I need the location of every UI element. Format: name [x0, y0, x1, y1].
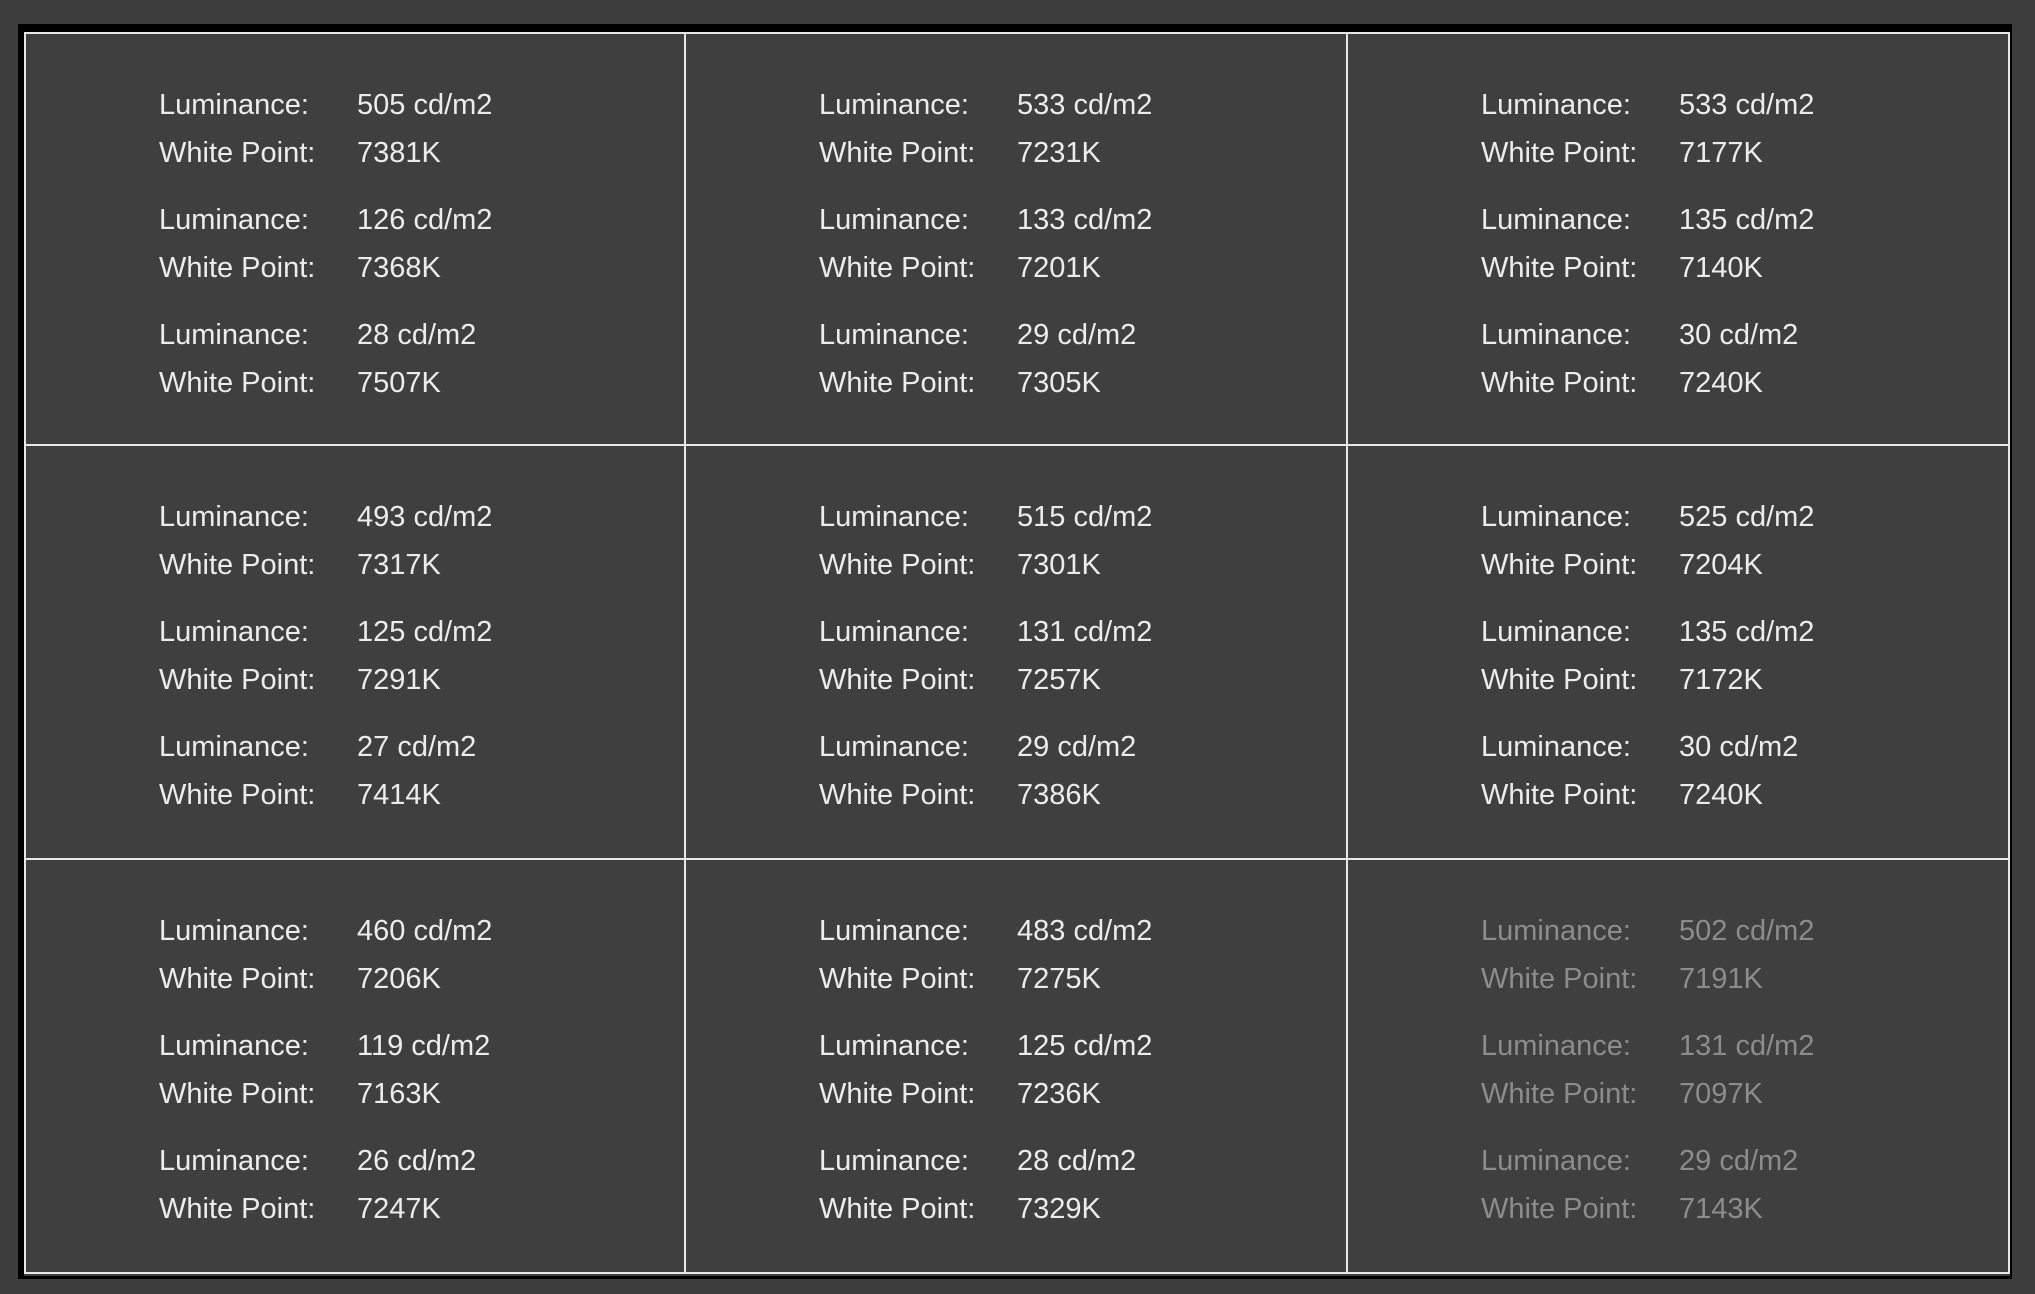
white-point-value: 7301K: [1017, 548, 1101, 581]
white-point-value: 7177K: [1679, 136, 1763, 169]
white-point-value: 7204K: [1679, 548, 1763, 581]
luminance-row: [1481, 724, 1814, 772]
white-point-label: White Point:: [819, 778, 976, 811]
white-point-row: [819, 130, 1152, 178]
luminance-value: 26 cd/m2: [357, 1145, 477, 1177]
luminance-label: Luminance:: [159, 915, 309, 947]
luminance-label: Luminance:: [159, 1030, 309, 1062]
measurement-cell: [686, 446, 1348, 860]
reading: [819, 82, 1152, 177]
reading: [1481, 312, 1814, 407]
luminance-label: Luminance:: [159, 204, 309, 236]
luminance-label: Luminance:: [819, 1145, 969, 1177]
luminance-row: [159, 197, 492, 245]
white-point-row: [159, 245, 492, 293]
white-point-row: [1481, 130, 1814, 178]
white-point-row: [159, 772, 492, 820]
white-point-label: White Point:: [1481, 962, 1638, 995]
reading: [159, 1138, 492, 1233]
luminance-row: [1481, 1138, 1814, 1186]
luminance-label: Luminance:: [819, 915, 969, 947]
luminance-label: Luminance:: [159, 319, 309, 351]
white-point-value: 7414K: [357, 778, 441, 811]
readings-group: [159, 908, 492, 1233]
white-point-label: White Point:: [159, 778, 316, 811]
luminance-value: 29 cd/m2: [1017, 731, 1137, 763]
white-point-row: [819, 542, 1152, 590]
reading: [819, 1138, 1152, 1233]
white-point-value: 7257K: [1017, 663, 1101, 696]
white-point-value: 7140K: [1679, 251, 1763, 284]
luminance-value: 515 cd/m2: [1017, 501, 1153, 533]
luminance-value: 502 cd/m2: [1679, 915, 1815, 947]
reading: [1481, 1023, 1814, 1118]
readings-group: [819, 494, 1152, 819]
luminance-value: 30 cd/m2: [1679, 319, 1799, 351]
white-point-row: [159, 956, 492, 1004]
white-point-row: [1481, 956, 1814, 1004]
white-point-value: 7329K: [1017, 1192, 1101, 1225]
reading: [819, 908, 1152, 1003]
luminance-row: [1481, 1023, 1814, 1071]
luminance-value: 27 cd/m2: [357, 731, 477, 763]
white-point-label: White Point:: [1481, 778, 1638, 811]
reading: [819, 312, 1152, 407]
luminance-row: [819, 312, 1152, 360]
white-point-value: 7191K: [1679, 962, 1763, 995]
white-point-row: [1481, 542, 1814, 590]
white-point-label: White Point:: [819, 136, 976, 169]
luminance-label: Luminance:: [819, 1030, 969, 1062]
luminance-label: Luminance:: [1481, 501, 1631, 533]
readings-group: [1481, 82, 1814, 407]
measurement-cell: [686, 32, 1348, 446]
luminance-row: [159, 494, 492, 542]
white-point-label: White Point:: [819, 962, 976, 995]
reading: [159, 312, 492, 407]
white-point-label: White Point:: [1481, 136, 1638, 169]
white-point-value: 7240K: [1679, 366, 1763, 399]
white-point-label: White Point:: [159, 251, 316, 284]
luminance-row: [819, 1023, 1152, 1071]
reading: [819, 609, 1152, 704]
luminance-row: [1481, 494, 1814, 542]
luminance-value: 131 cd/m2: [1679, 1030, 1815, 1062]
luminance-row: [159, 908, 492, 956]
reading: [159, 197, 492, 292]
luminance-row: [1481, 609, 1814, 657]
luminance-row: [819, 908, 1152, 956]
white-point-row: [819, 772, 1152, 820]
luminance-row: [159, 312, 492, 360]
white-point-label: White Point:: [159, 962, 316, 995]
white-point-label: White Point:: [1481, 663, 1638, 696]
reading: [1481, 82, 1814, 177]
readings-group: [819, 908, 1152, 1233]
luminance-row: [159, 1138, 492, 1186]
luminance-row: [819, 609, 1152, 657]
white-point-label: White Point:: [1481, 1192, 1638, 1225]
white-point-row: [819, 1071, 1152, 1119]
white-point-label: White Point:: [159, 548, 316, 581]
white-point-row: [159, 130, 492, 178]
reading: [819, 1023, 1152, 1118]
white-point-value: 7368K: [357, 251, 441, 284]
white-point-row: [819, 657, 1152, 705]
reading: [819, 197, 1152, 292]
luminance-label: Luminance:: [1481, 915, 1631, 947]
luminance-value: 29 cd/m2: [1017, 319, 1137, 351]
measurement-cell: [1348, 32, 2010, 446]
reading: [1481, 724, 1814, 819]
luminance-label: Luminance:: [819, 319, 969, 351]
luminance-value: 525 cd/m2: [1679, 501, 1815, 533]
white-point-value: 7317K: [357, 548, 441, 581]
white-point-row: [1481, 1186, 1814, 1234]
luminance-row: [819, 82, 1152, 130]
white-point-value: 7240K: [1679, 778, 1763, 811]
white-point-label: White Point:: [819, 366, 976, 399]
white-point-value: 7305K: [1017, 366, 1101, 399]
white-point-value: 7291K: [357, 663, 441, 696]
luminance-value: 133 cd/m2: [1017, 204, 1153, 236]
reading: [159, 908, 492, 1003]
luminance-value: 28 cd/m2: [1017, 1145, 1137, 1177]
luminance-value: 533 cd/m2: [1017, 89, 1153, 121]
luminance-label: Luminance:: [1481, 1030, 1631, 1062]
luminance-row: [1481, 82, 1814, 130]
readings-group: [159, 494, 492, 819]
luminance-value: 30 cd/m2: [1679, 731, 1799, 763]
white-point-label: White Point:: [159, 1192, 316, 1225]
white-point-row: [159, 1186, 492, 1234]
reading: [1481, 908, 1814, 1003]
white-point-value: 7143K: [1679, 1192, 1763, 1225]
white-point-label: White Point:: [819, 1077, 976, 1110]
luminance-value: 28 cd/m2: [357, 319, 477, 351]
luminance-row: [159, 724, 492, 772]
luminance-label: Luminance:: [159, 501, 309, 533]
white-point-row: [819, 956, 1152, 1004]
white-point-value: 7163K: [357, 1077, 441, 1110]
luminance-label: Luminance:: [159, 616, 309, 648]
white-point-value: 7201K: [1017, 251, 1101, 284]
luminance-label: Luminance:: [1481, 319, 1631, 351]
luminance-row: [159, 82, 492, 130]
luminance-label: Luminance:: [1481, 204, 1631, 236]
luminance-value: 460 cd/m2: [357, 915, 493, 947]
luminance-label: Luminance:: [1481, 1145, 1631, 1177]
white-point-row: [1481, 772, 1814, 820]
reading: [819, 724, 1152, 819]
luminance-row: [819, 1138, 1152, 1186]
luminance-label: Luminance:: [819, 89, 969, 121]
white-point-row: [1481, 245, 1814, 293]
reading: [159, 494, 492, 589]
white-point-row: [159, 360, 492, 408]
reading: [159, 724, 492, 819]
readings-group: [1481, 908, 1814, 1233]
luminance-value: 126 cd/m2: [357, 204, 493, 236]
luminance-value: 533 cd/m2: [1679, 89, 1815, 121]
luminance-row: [159, 609, 492, 657]
white-point-value: 7507K: [357, 366, 441, 399]
measurement-cell: [1348, 446, 2010, 860]
luminance-label: Luminance:: [1481, 89, 1631, 121]
white-point-label: White Point:: [159, 136, 316, 169]
luminance-label: Luminance:: [159, 89, 309, 121]
white-point-value: 7247K: [357, 1192, 441, 1225]
reading: [159, 82, 492, 177]
luminance-value: 135 cd/m2: [1679, 204, 1815, 236]
white-point-label: White Point:: [819, 548, 976, 581]
luminance-label: Luminance:: [819, 204, 969, 236]
white-point-row: [1481, 360, 1814, 408]
white-point-label: White Point:: [1481, 251, 1638, 284]
white-point-row: [159, 1071, 492, 1119]
reading: [159, 1023, 492, 1118]
luminance-label: Luminance:: [159, 1145, 309, 1177]
white-point-label: White Point:: [1481, 548, 1638, 581]
white-point-value: 7275K: [1017, 962, 1101, 995]
readings-group: [159, 82, 492, 407]
white-point-row: [159, 542, 492, 590]
white-point-value: 7231K: [1017, 136, 1101, 169]
white-point-row: [1481, 657, 1814, 705]
white-point-label: White Point:: [159, 1077, 316, 1110]
white-point-label: White Point:: [159, 366, 316, 399]
luminance-row: [819, 724, 1152, 772]
white-point-value: 7386K: [1017, 778, 1101, 811]
luminance-value: 131 cd/m2: [1017, 616, 1153, 648]
luminance-row: [1481, 312, 1814, 360]
reading: [819, 494, 1152, 589]
luminance-value: 119 cd/m2: [357, 1030, 491, 1062]
luminance-label: Luminance:: [1481, 616, 1631, 648]
white-point-label: White Point:: [159, 663, 316, 696]
white-point-value: 7097K: [1679, 1077, 1763, 1110]
luminance-label: Luminance:: [819, 731, 969, 763]
measurement-cell: [686, 860, 1348, 1274]
white-point-value: 7206K: [357, 962, 441, 995]
luminance-value: 125 cd/m2: [357, 616, 493, 648]
luminance-label: Luminance:: [159, 731, 309, 763]
reading: [1481, 609, 1814, 704]
white-point-row: [819, 245, 1152, 293]
luminance-value: 135 cd/m2: [1679, 616, 1815, 648]
measurement-cell: [24, 446, 686, 860]
white-point-label: White Point:: [819, 663, 976, 696]
white-point-value: 7172K: [1679, 663, 1763, 696]
white-point-label: White Point:: [1481, 366, 1638, 399]
readings-group: [819, 82, 1152, 407]
luminance-row: [1481, 197, 1814, 245]
luminance-value: 483 cd/m2: [1017, 915, 1153, 947]
white-point-row: [1481, 1071, 1814, 1119]
luminance-value: 29 cd/m2: [1679, 1145, 1799, 1177]
white-point-value: 7236K: [1017, 1077, 1101, 1110]
luminance-row: [819, 494, 1152, 542]
reading: [159, 609, 492, 704]
measurement-cell: [1348, 860, 2010, 1274]
reading: [1481, 1138, 1814, 1233]
white-point-row: [819, 360, 1152, 408]
luminance-label: Luminance:: [819, 501, 969, 533]
luminance-row: [1481, 908, 1814, 956]
white-point-label: White Point:: [1481, 1077, 1638, 1110]
reading: [1481, 494, 1814, 589]
luminance-value: 493 cd/m2: [357, 501, 493, 533]
measurement-cell: [24, 32, 686, 446]
measurement-grid: [24, 32, 2010, 1276]
white-point-row: [159, 657, 492, 705]
luminance-row: [819, 197, 1152, 245]
reading: [1481, 197, 1814, 292]
luminance-value: 125 cd/m2: [1017, 1030, 1153, 1062]
measurement-cell: [24, 860, 686, 1274]
luminance-label: Luminance:: [819, 616, 969, 648]
white-point-label: White Point:: [819, 251, 976, 284]
readings-group: [1481, 494, 1814, 819]
white-point-row: [819, 1186, 1152, 1234]
luminance-row: [159, 1023, 492, 1071]
luminance-label: Luminance:: [1481, 731, 1631, 763]
white-point-label: White Point:: [819, 1192, 976, 1225]
luminance-value: 505 cd/m2: [357, 89, 493, 121]
white-point-value: 7381K: [357, 136, 441, 169]
